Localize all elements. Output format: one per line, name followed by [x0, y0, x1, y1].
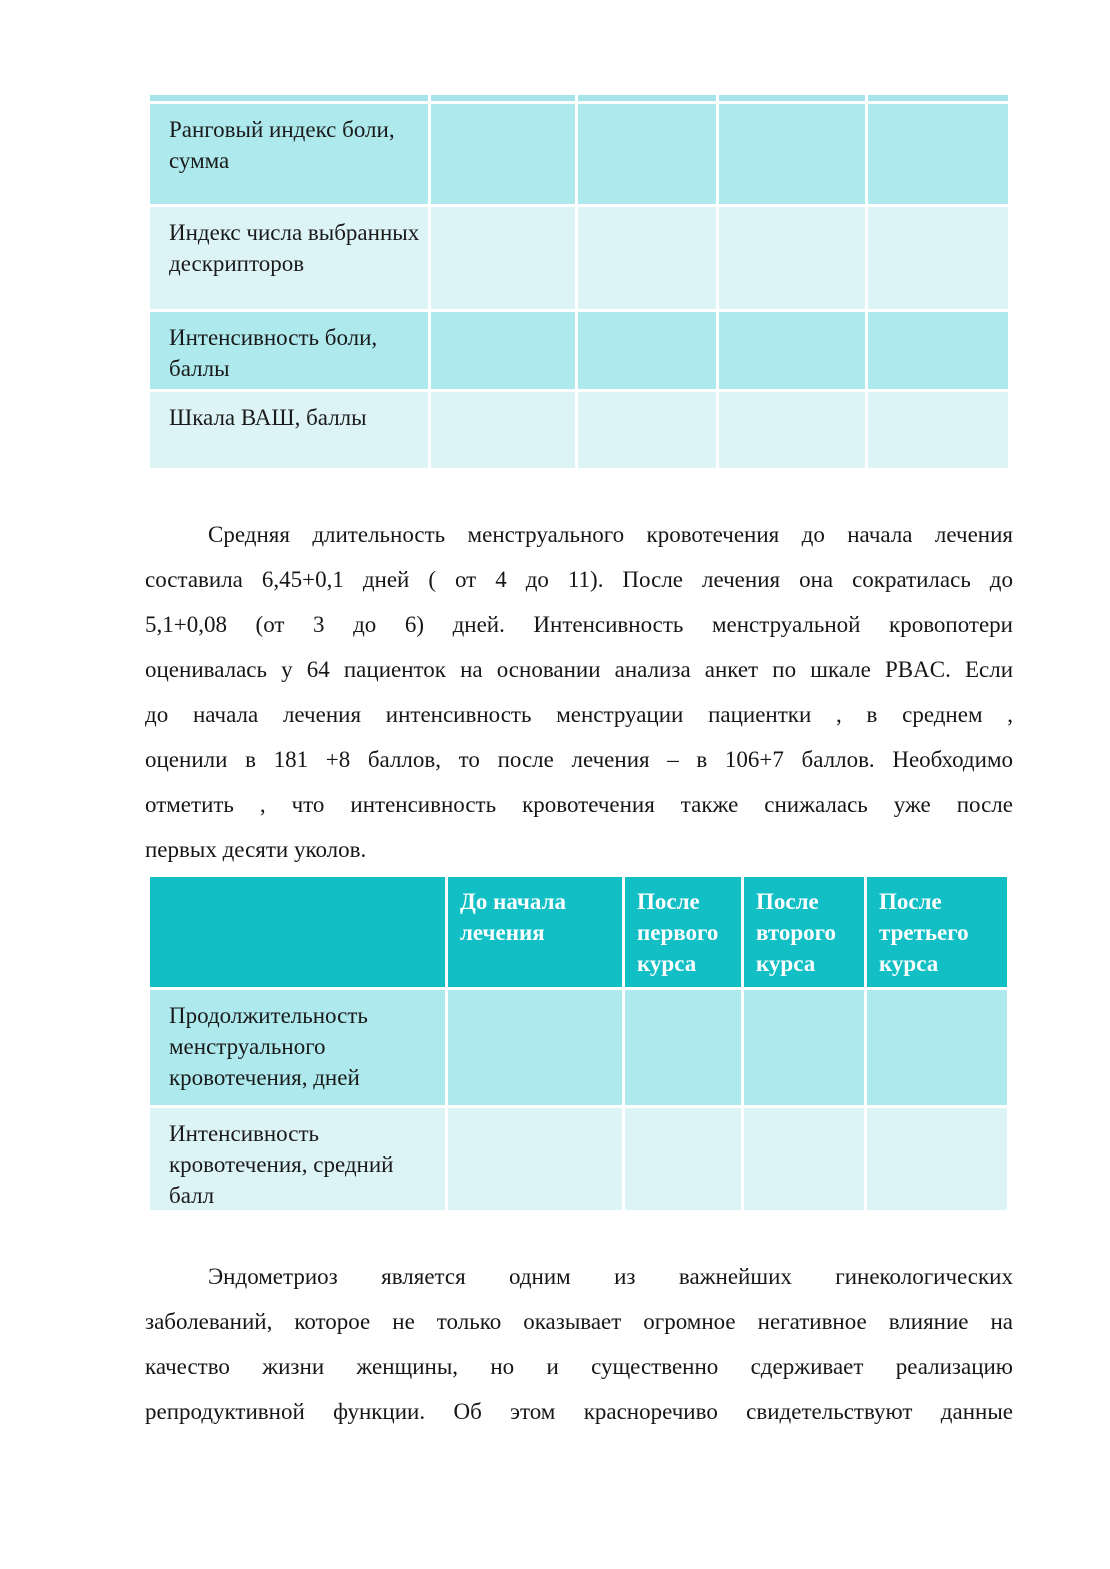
paragraph-menstrual-bleeding	[145, 512, 1013, 872]
pain-scale-table	[150, 95, 1008, 468]
text-line: до начала лечения интенсивность менструации пациентки , в среднем ,	[145, 702, 1013, 727]
table-cell	[719, 312, 865, 389]
table-cell	[719, 207, 865, 309]
header-cell: До начала лечения	[448, 877, 622, 987]
text-line: отметить , что интенсивность кровотечения также снижалась уже после	[145, 792, 1013, 817]
treatment-course-table	[150, 877, 1007, 1210]
table-cell	[744, 1108, 864, 1210]
row-label: Индекс числа выбранных дескрипторов	[150, 207, 428, 309]
text-line: оценивалась у 64 пациенток на основании анализа анкет по шкале PBAC. Если	[145, 657, 1013, 682]
table-cell	[448, 1108, 622, 1210]
text-line: оценили в 181 +8 баллов, то после лечения – в 106+7 баллов. Необходимо	[145, 747, 1013, 772]
row-label: Интенсивность кровотечения, средний балл	[150, 1108, 445, 1210]
table-cell	[431, 207, 575, 309]
row-label: Продолжительность менструального кровотечения, дней	[150, 990, 445, 1105]
text-line: составила 6,45+0,1 дней ( от 4 до 11). После лечения она сократилась до	[145, 567, 1013, 592]
text-line: заболеваний, которое не только оказывает огромное негативное влияние на	[145, 1309, 1013, 1334]
table-cell	[431, 392, 575, 468]
paragraph-endometriosis	[145, 1254, 1013, 1434]
table-cell	[625, 1108, 741, 1210]
table-cell	[867, 1108, 1007, 1210]
table-cell	[578, 312, 716, 389]
row-label: Шкала ВАШ, баллы	[150, 392, 428, 468]
table-cell	[578, 95, 716, 101]
table-cell	[578, 207, 716, 309]
table-cell	[867, 990, 1007, 1105]
row-label: Ранговый индекс боли, сумма	[150, 104, 428, 204]
table-cell	[719, 95, 865, 101]
table-cell	[744, 990, 864, 1105]
table-cell	[578, 392, 716, 468]
header-cell	[150, 877, 445, 987]
header-cell: После третьего курса	[867, 877, 1007, 987]
table-cell	[431, 312, 575, 389]
table-cell	[448, 990, 622, 1105]
text-line: качество жизни женщины, но и существенно сдерживает реализацию	[145, 1354, 1013, 1379]
row-label: Интенсивность боли, баллы	[150, 312, 428, 389]
table-cell	[868, 392, 1008, 468]
header-cell: После первого курса	[625, 877, 741, 987]
table-cell	[868, 312, 1008, 389]
table-cell	[719, 392, 865, 468]
table-cell	[431, 104, 575, 204]
text-line: 5,1+0,08 (от 3 до 6) дней. Интенсивность менструальной кровопотери	[145, 612, 1013, 637]
table-cell	[868, 104, 1008, 204]
text-line: репродуктивной функции. Об этом красноречиво свидетельствуют данные	[145, 1399, 1013, 1424]
table-cell	[719, 104, 865, 204]
table-cell	[868, 207, 1008, 309]
text-line: Эндометриоз является одним из важнейших гинекологических	[208, 1264, 1013, 1289]
table-cell	[431, 95, 575, 101]
table-cell	[150, 95, 428, 101]
text-line: Средняя длительность менструального кровотечения до начала лечения	[208, 522, 1013, 547]
table-cell	[625, 990, 741, 1105]
table-cell	[868, 95, 1008, 101]
table-cell	[578, 104, 716, 204]
header-cell: После второго курса	[744, 877, 864, 987]
text-line: первых десяти уколов.	[145, 837, 367, 862]
